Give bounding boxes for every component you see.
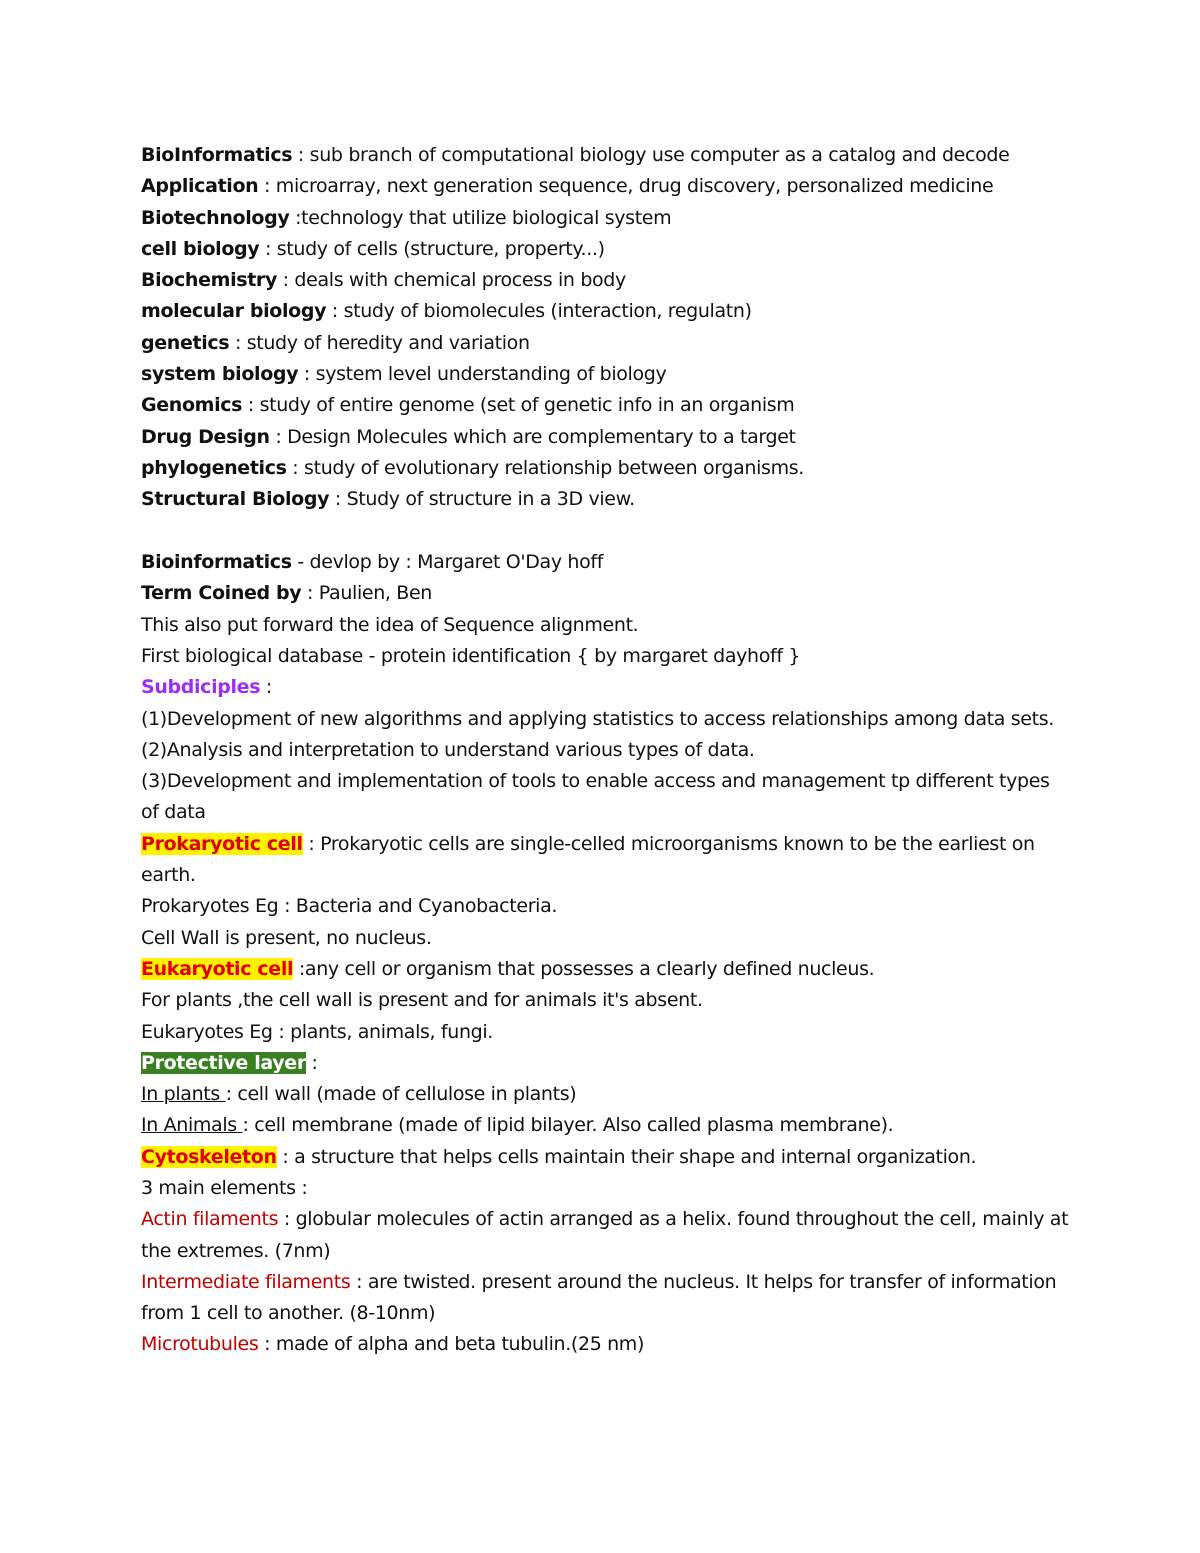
definition-line (141, 390, 1071, 421)
history-developed-term: Bioinformatics (141, 551, 292, 574)
subdiscipline-item: (2)Analysis and interpretation to understand various types of data. (141, 738, 755, 761)
definition-term: system biology (141, 363, 299, 386)
protective-plants-text: : cell wall (made of cellulose in plants) (225, 1083, 577, 1106)
protective-sep: : (305, 1051, 318, 1074)
definition-term: cell biology (141, 237, 260, 260)
actin-text: : globular molecules of actin arranged as a helix. found throughout the cell, mainly at the extremes. (7nm) (141, 1208, 1069, 1262)
definition-text: study of cells (structure, property...) (276, 237, 605, 260)
protective-heading-line (141, 1048, 1071, 1079)
history-coined-line (141, 578, 1071, 609)
subdisciplines-heading-line (141, 672, 1071, 703)
definition-text: technology that utilize biological system (301, 206, 672, 229)
cytoskeleton-term: Cytoskeleton (141, 1145, 277, 1168)
definition-text: study of biomolecules (interaction, regulatn) (343, 300, 752, 323)
definition-text: sub branch of computational biology use computer as a catalog and decode (309, 144, 1010, 166)
history-line-3: This also put forward the idea of Sequence alignment. (141, 613, 639, 636)
prokaryotic-definition (141, 829, 1071, 892)
definition-term: phylogenetics (141, 456, 287, 479)
definition-sep: : (259, 237, 277, 260)
protective-term: Protective layer (141, 1051, 306, 1074)
definition-line (141, 203, 1071, 234)
history-coined-text: : Paulien, Ben (301, 582, 432, 605)
definition-text: Design Molecules which are complementary to a target (287, 425, 796, 448)
definition-text: deals with chemical process in body (294, 269, 626, 292)
definition-term: Genomics (141, 394, 243, 417)
cytoskeleton-definition (141, 1142, 1071, 1173)
prokaryotic-line-2: Prokaryotes Eg : Bacteria and Cyanobacteria. (141, 895, 558, 918)
definition-line (141, 140, 1071, 171)
cytoskeleton-text: : a structure that helps cells maintain their shape and internal organization. (276, 1145, 977, 1168)
definition-term: Biochemistry (141, 269, 277, 292)
definition-sep: : (276, 269, 295, 292)
prokaryotic-term: Prokaryotic cell (141, 832, 303, 855)
definition-line (141, 171, 1071, 202)
subdiscipline-item: (1)Development of new algorithms and applying statistics to access relationships among data sets. (141, 707, 1054, 730)
definition-term: molecular biology (141, 300, 327, 323)
protective-plants-line (141, 1079, 1071, 1110)
definition-text: Study of structure in a 3D view. (346, 488, 635, 511)
definition-line (141, 359, 1071, 390)
definition-line (141, 265, 1071, 296)
definition-sep: : (242, 394, 260, 417)
definition-term: Structural Biology (141, 488, 330, 511)
eukaryotic-line-3: Eukaryotes Eg : plants, animals, fungi. (141, 1020, 493, 1043)
intermediate-text: : are twisted. present around the nucleus. It helps for transfer of information from 1 cell to another. (8-10nm) (141, 1270, 1057, 1325)
history-coined-term: Term Coined by (141, 582, 302, 605)
definition-term: Biotechnology (141, 206, 290, 229)
definition-line (141, 296, 1071, 327)
notes-body (141, 140, 1071, 1361)
protective-animals-line (141, 1110, 1071, 1141)
eukaryotic-term: Eukaryotic cell (141, 957, 294, 980)
definition-line (141, 453, 1071, 484)
intermediate-label: Intermediate filaments (141, 1270, 351, 1293)
paragraph-gap (141, 516, 1071, 548)
definition-sep: : (258, 175, 276, 198)
microtubules-text: : made of alpha and beta tubulin.(25 nm) (258, 1333, 645, 1356)
definition-term: genetics (141, 331, 230, 354)
definition-line (141, 234, 1071, 265)
subdisciplines-heading: Subdiciples (141, 676, 261, 699)
eukaryotic-definition (141, 954, 1071, 985)
definition-line (141, 422, 1071, 453)
microtubules-label: Microtubules (141, 1333, 259, 1356)
protective-animals-text: : cell membrane (made of lipid bilayer. Also called plasma membrane). (242, 1114, 894, 1137)
definition-sep: : (286, 456, 305, 479)
protective-plants-label: In plants (141, 1083, 226, 1106)
definition-sep: : (326, 300, 344, 323)
cytoskeleton-actin (141, 1204, 1071, 1267)
cytoskeleton-microtubules (141, 1329, 1071, 1360)
definition-text: microarray, next generation sequence, drug discovery, personalized medicine (275, 175, 994, 198)
definition-sep: : (292, 144, 310, 166)
definition-text: study of evolutionary relationship between organisms. (304, 456, 804, 479)
history-developed-text: - devlop by : Margaret O'Day hoff (291, 551, 604, 574)
prokaryotic-line-3: Cell Wall is present, no nucleus. (141, 926, 432, 949)
subdiscipline-item: (3)Development and implementation of tools to enable access and management tp different types of data (141, 770, 1050, 824)
cytoskeleton-elements-intro: 3 main elements : (141, 1177, 308, 1199)
definition-text: study of heredity and variation (246, 331, 530, 354)
definition-sep: : (229, 331, 247, 354)
history-developed-line (141, 547, 1071, 578)
definition-text: study of entire genome (set of genetic info in an organism (259, 394, 795, 417)
definition-text: system level understanding of biology (315, 363, 667, 386)
definition-term: BioInformatics (141, 144, 293, 166)
definition-line (141, 328, 1071, 359)
definition-sep: : (298, 363, 316, 386)
history-line-4: First biological database - protein identification { by margaret dayhoff } (141, 644, 801, 667)
definition-sep: : (329, 488, 347, 511)
protective-animals-label: In Animals (141, 1114, 243, 1137)
definition-line (141, 484, 1071, 515)
definition-term: Drug Design (141, 425, 270, 448)
subdisciplines-heading-sep: : (260, 676, 272, 699)
actin-label: Actin filaments (141, 1208, 279, 1231)
prokaryotic-text: : Prokaryotic cells are single-celled microorganisms known to be the earliest on earth. (141, 832, 1035, 887)
cytoskeleton-intermediate (141, 1267, 1071, 1330)
definition-sep: : (269, 425, 288, 448)
eukaryotic-line-2: For plants ,the cell wall is present and for animals it's absent. (141, 989, 703, 1012)
definition-term: Application (141, 175, 259, 198)
eukaryotic-text: :any cell or organism that possesses a clearly defined nucleus. (293, 957, 875, 980)
definition-sep: : (289, 206, 302, 229)
